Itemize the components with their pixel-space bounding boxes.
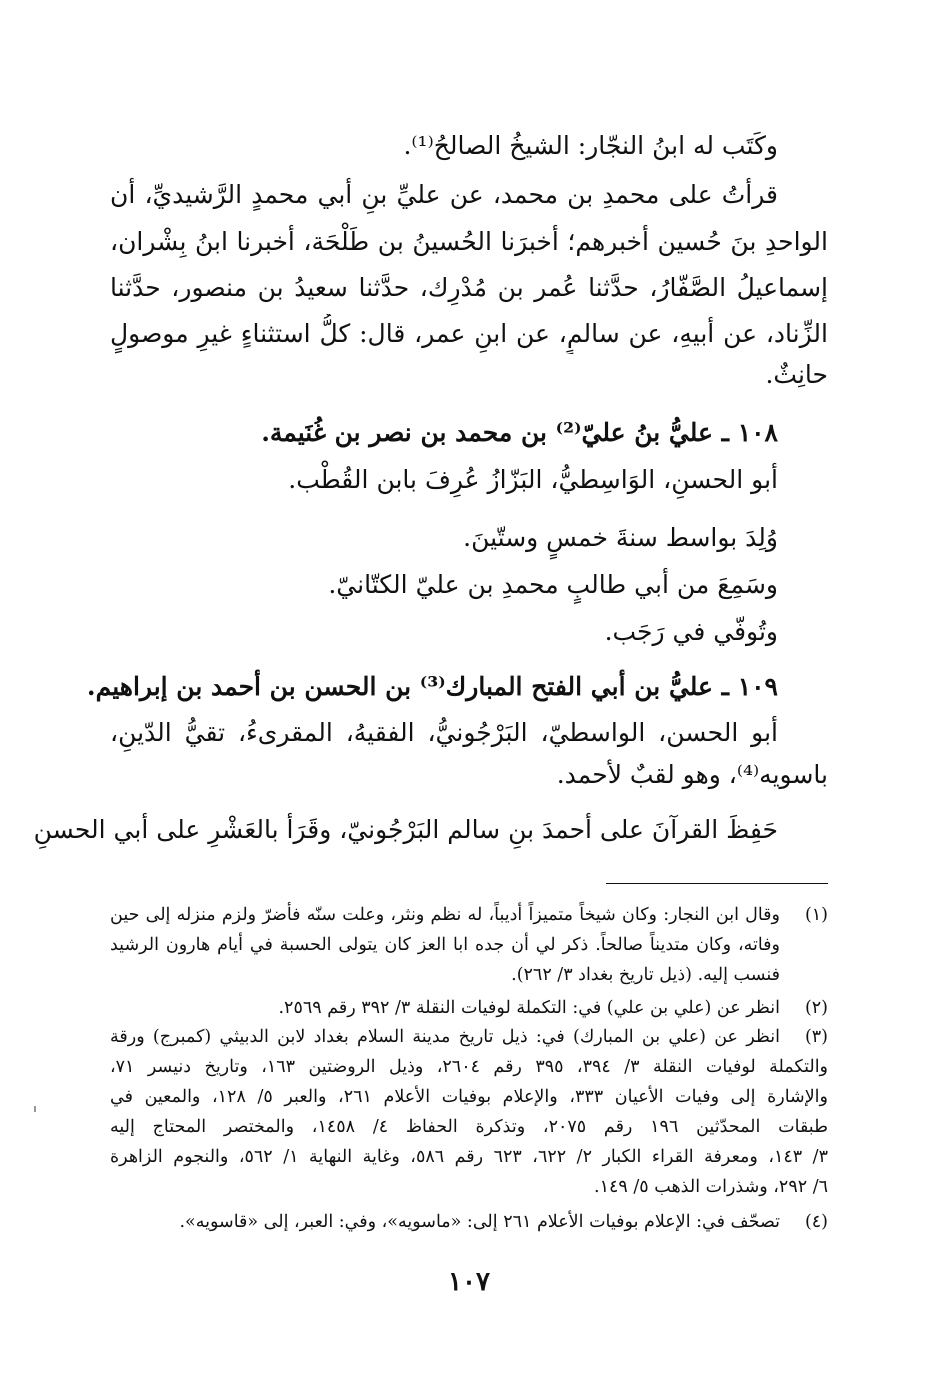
entry-109-line-2: باسويه⁽⁴⁾، وهو لقبٌ لأحمد. [556, 760, 828, 789]
entry-108-line-3: وسَمِعَ من أبي طالبٍ محمدِ بن عليّ الكتّانيّ. [328, 570, 778, 599]
footnote-1-number: (١) [804, 905, 828, 925]
entry-108-line-4: وتُوفّي في رَجَب. [604, 617, 778, 646]
footnote-1-line-1: وقال ابن النجار: وكان شيخاً متميزاً أديباً، له نظم ونثر، وعلت سنّه فأضرّ ولزم منزله إلى حين [110, 905, 780, 925]
footnote-3-number: (٣) [804, 1027, 828, 1047]
footnote-3-line-5: ٣/ ١٤٣، ومعرفة القراء الكبار ٢/ ٦٢٢، ٦٢٣ رقم ٥٨٦، وغاية النهاية ١/ ٥٦٢، والنجوم الزاهرة [110, 1147, 828, 1167]
body-line-5: الزِّناد، عن أبيهِ، عن سالمٍ، عن ابنِ عمر، قال: كلُّ استثناءٍ غيرِ موصولٍ [110, 319, 828, 348]
footnote-3-line-4: طبقات المحدّثين ١٩٦ رقم ٢٠٧٥، وتذكرة الحفاظ ٤/ ١٤٥٨، والمختصر المحتاج إليه [110, 1117, 828, 1137]
footnote-1-line-2: وفاته، وكان متديناً صالحاً. ذكر لي أن جده ابا العز كان يتولى الحسبة في أيام هارون الرشيد [110, 935, 780, 955]
footnote-separator [606, 883, 828, 884]
body-line-6: حانِثٌ. [765, 360, 828, 389]
entry-109-line-3: حَفِظَ القرآنَ على أحمدَ بنِ سالم البَرْجُونيّ، وقَرَأ بالعَشْرِ على أبي الحسنِ [33, 815, 778, 844]
footnote-2-line-1: انظر عن (علي بن علي) في: التكملة لوفيات النقلة ٣/ ٣٩٢ رقم ٢٥٦٩. [278, 998, 780, 1018]
entry-108-heading: ١٠٨ ـ عليُّ بنُ عليّ⁽²⁾ بن محمد بن نصر بن غُنَيمة. [261, 418, 778, 447]
entry-109-line-1: أبو الحسن، الواسطيّ، البَرْجُونيُّ، الفقيهُ، المقرىءُ، تقيُّ الدّينِ، [110, 718, 778, 747]
body-line-4: إسماعيلُ الصَّفّارُ، حدَّثنا عُمر بن مُدْرِك، حدَّثنا سعيدُ بن منصور، حدَّثنا [110, 273, 828, 302]
footnote-2-number: (٢) [804, 998, 828, 1018]
page-number: ١٠٧ [448, 1267, 490, 1297]
footnote-1-line-3: فنسب إليه. (ذيل تاريخ بغداد ٣/ ٢٦٢). [511, 965, 780, 985]
body-line-2: قرأتُ على محمدِ بن محمد، عن عليِّ بنِ أبي محمدٍ الرَّشيديِّ، أن [110, 180, 778, 209]
footnote-4-number: (٤) [804, 1212, 828, 1232]
body-line-1: وكَتَب له ابنُ النجّار: الشيخُ الصالحُ⁽¹⁾. [403, 131, 778, 160]
entry-108-line-2: وُلِدَ بواسط سنةَ خمسٍ وستّينَ. [463, 523, 778, 552]
footnote-3-line-2: والتكملة لوفيات النقلة ٣/ ٣٩٤، ٣٩٥ رقم ٢٦٠٤، وذيل الروضتين ١٦٣، وتاريخ دنيسر ٧١، [110, 1057, 828, 1077]
body-line-3: الواحدِ بنَ حُسين أخبرهم؛ أخبرَنا الحُسينُ بن طَلْحَة، أخبرنا ابنُ بِشْران، [110, 227, 828, 256]
footnote-3-line-3: والإشارة إلى وفيات الأعيان ٣٣٣، والإعلام بوفيات الأعلام ٢٦١، والعبر ٥/ ١٢٨، والمعين في [110, 1087, 828, 1107]
entry-108-line-1: أبو الحسنِ، الوَاسِطيُّ، البَزّازُ عُرِفَ بابن القُطْب. [288, 465, 778, 494]
entry-109-heading: ١٠٩ ـ عليُّ بن أبي الفتح المبارك⁽³⁾ بن الحسن بن أحمد بن إبراهيم. [86, 672, 778, 701]
footnote-4-line-1: تصحّف في: الإعلام بوفيات الأعلام ٢٦١ إلى: «ماسويه»، وفي: العبر، إلى «قاسويه». [179, 1212, 780, 1232]
scan-mark [34, 1106, 36, 1112]
footnote-3-line-6: ٦/ ٢٩٢، وشذرات الذهب ٥/ ١٤٩. [594, 1177, 828, 1197]
footnote-3-line-1: انظر عن (علي بن المبارك) في: ذيل تاريخ مدينة السلام بغداد لابن الدبيثي (كمبرج) ورقة [110, 1027, 780, 1047]
